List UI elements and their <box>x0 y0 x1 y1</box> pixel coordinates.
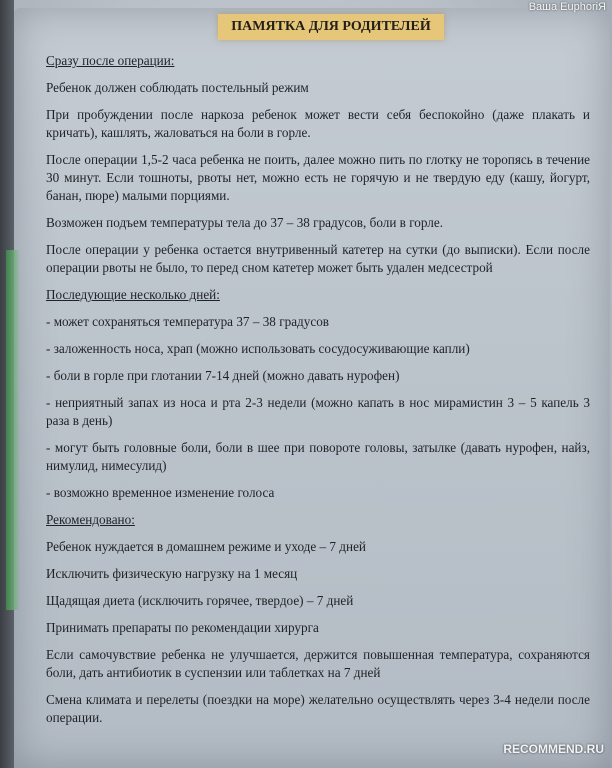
list-item: Исключить физическую нагрузку на 1 месяц <box>46 566 298 581</box>
list-item: Если самочувствие ребенка не улучшается, держится повышенная температура, сохраняются боли, дать антибиотик в суспензии или таблетках на 7 дней <box>46 647 590 680</box>
section-heading-recommended: Рекомендовано: <box>46 512 135 527</box>
watermark-site: RECOMMEND.RU <box>503 742 604 756</box>
document-title: ПАМЯТКА ДЛЯ РОДИТЕЛЕЙ <box>231 19 431 34</box>
list-item: Смена климата и перелеты (поездки на море) желательно осуществлять через 3-4 недели после операции. <box>46 692 590 725</box>
paragraph: При пробуждении после наркоза ребенок может вести себя беспокойно (даже плакать и кричать), кашлять, жаловаться на боли в горле. <box>46 107 590 140</box>
green-folder-edge <box>6 250 20 610</box>
list-item: - неприятный запах из носа и рта 2-3 недели (можно капать в нос мирамистин 3 – 5 капель 3 раза в день) <box>46 395 590 428</box>
list-item: Принимать препараты по рекомендации хирурга <box>46 620 319 635</box>
list-item: - заложенность носа, храп (можно использовать сосудосуживающие капли) <box>46 341 470 356</box>
paragraph: После операции у ребенка остается внутривенный катетер на сутки (до выписки). Если после операции рвоты не было, то перед сном катетер может быть удален медсестрой <box>46 242 590 275</box>
list-item: - может сохраняться температура 37 – 38 градусов <box>46 314 330 329</box>
list-item: - возможно временное изменение голоса <box>46 485 275 500</box>
title-banner <box>218 14 444 40</box>
list-item: Ребенок нуждается в домашнем режиме и уходе – 7 дней <box>46 539 366 554</box>
paragraph: Возможен подъем температуры тела до 37 – 38 градусов, боли в горле. <box>46 215 444 230</box>
section-heading-following-days: Последующие несколько дней: <box>46 287 220 302</box>
list-item: - боли в горле при глотании 7-14 дней (можно давать нурофен) <box>46 368 400 383</box>
section-heading-after-surgery: Сразу после операции: <box>46 53 175 68</box>
watermark-author: Ваша EuphoriЯ <box>528 1 606 13</box>
list-item: - могут быть головные боли, боли в шее при повороте головы, затылке (давать нурофен, найз, нимулид, нимесулид) <box>46 440 590 473</box>
paragraph: Ребенок должен соблюдать постельный режим <box>46 80 309 95</box>
paragraph: После операции 1,5-2 часа ребенка не поить, далее можно пить по глотку не торопясь в течение 30 минут. Если тошноты, рвоты нет, можно есть не горячую и не твердую еду (кашу, йогурт, банан, пюре) малыми порциями. <box>46 152 590 203</box>
list-item: Щадящая диета (исключить горячее, твердое) – 7 дней <box>46 593 354 608</box>
document-body <box>46 52 590 736</box>
